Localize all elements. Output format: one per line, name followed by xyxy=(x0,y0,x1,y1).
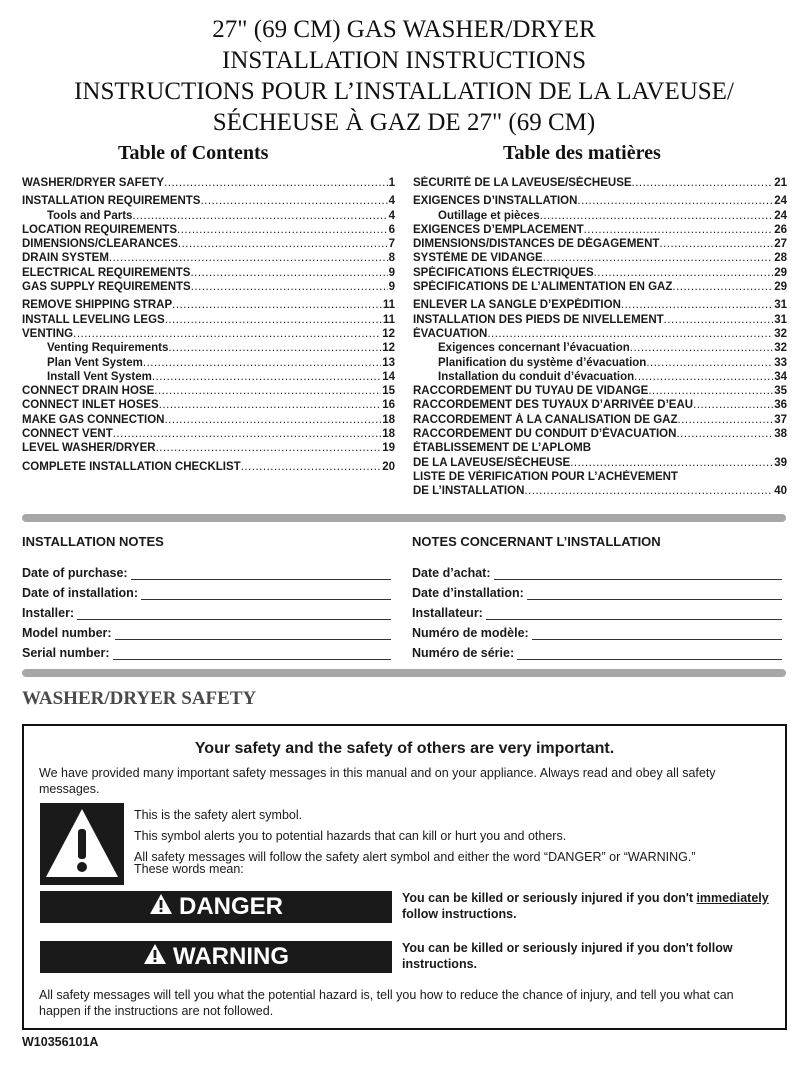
toc-entry[interactable]: LEVEL WASHER/DRYER ..... 19 xyxy=(22,441,395,455)
warning-label: WARNING xyxy=(173,943,289,970)
divider-rule xyxy=(22,669,786,677)
note-field[interactable]: Installer: xyxy=(22,600,391,620)
toc-entry[interactable]: LOCATION REQUIREMENTS ..... 6 xyxy=(22,223,395,237)
warning-triangle-icon xyxy=(143,943,167,972)
alert-line: All safety messages will follow the safety alert symbol and either the word “DANGER” or “WARNING.” xyxy=(134,850,696,864)
toc-entry[interactable]: VENTING ..... 12 xyxy=(22,327,395,341)
toc-heading-french: Table des matières xyxy=(503,142,661,164)
toc-entry[interactable]: Install Vent System ..... 14 xyxy=(22,370,395,384)
note-field[interactable]: Date of purchase: xyxy=(22,560,391,580)
note-field[interactable]: Date d’achat: xyxy=(412,560,782,580)
toc-heading-english: Table of Contents xyxy=(118,142,269,164)
toc-entry[interactable]: WASHER/DRYER SAFETY ..... 1 xyxy=(22,176,395,190)
danger-signal-word xyxy=(40,891,392,923)
danger-description: You can be killed or seriously injured if you don't immediately follow instructions. xyxy=(402,891,769,921)
toc-entry[interactable]: Venting Requirements ..... 12 xyxy=(22,341,395,355)
toc-entry[interactable]: RACCORDEMENT DU CONDUIT D’ÉVACUATION ..... 38 xyxy=(413,427,787,441)
installation-notes-french xyxy=(412,534,782,660)
toc-entry[interactable]: ÉVACUATION ..... 32 xyxy=(413,327,787,341)
note-field[interactable]: Date d’installation: xyxy=(412,580,782,600)
toc-entry[interactable]: DRAIN SYSTEM ..... 8 xyxy=(22,251,395,265)
toc-french xyxy=(413,176,787,499)
toc-entry[interactable]: CONNECT INLET HOSES ..... 16 xyxy=(22,398,395,412)
toc-entry[interactable]: Planification du système d’évacuation ..... 33 xyxy=(413,356,787,370)
toc-entry[interactable]: ELECTRICAL REQUIREMENTS ..... 9 xyxy=(22,266,395,280)
warning-description: You can be killed or seriously injured if you don't follow instructions. xyxy=(402,941,733,971)
toc-entry[interactable]: INSTALL LEVELING LEGS ..... 11 xyxy=(22,313,395,327)
toc-entry[interactable]: COMPLETE INSTALLATION CHECKLIST ..... 20 xyxy=(22,460,395,474)
title-line-2: INSTALLATION INSTRUCTIONS xyxy=(222,47,586,74)
danger-label: DANGER xyxy=(178,893,283,920)
document-title xyxy=(0,14,808,138)
toc-entry[interactable]: RACCORDEMENT DES TUYAUX D’ARRIVÉE D’EAU ..... 36 xyxy=(413,398,787,412)
toc-entry[interactable]: EXIGENCES D’EMPLACEMENT ..... 26 xyxy=(413,223,787,237)
toc-entry[interactable]: ENLEVER LA SANGLE D’EXPÉDITION ..... 31 xyxy=(413,298,787,312)
note-field[interactable]: Installateur: xyxy=(412,600,782,620)
note-field[interactable]: Date of installation: xyxy=(22,580,391,600)
safety-headline: Your safety and the safety of others are very important. xyxy=(194,740,615,757)
toc-entry[interactable]: CONNECT DRAIN HOSE ..... 15 xyxy=(22,384,395,398)
toc-entry[interactable]: SYSTÈME DE VIDANGE ..... 28 xyxy=(413,251,787,265)
toc-entry[interactable]: ÉTABLISSEMENT DE L’APLOMB xyxy=(413,442,592,455)
notes-heading: INSTALLATION NOTES xyxy=(22,534,164,549)
toc-entry[interactable]: DE LA LAVEUSE/SÉCHEUSE ..... 39 xyxy=(413,456,787,470)
title-line-3: INSTRUCTIONS POUR L’INSTALLATION DE LA LAVEUSE/ xyxy=(74,78,734,105)
title-line-4: SÉCHEUSE À GAZ DE 27" (69 CM) xyxy=(212,109,596,136)
toc-entry[interactable]: LISTE DE VÉRIFICATION POUR L’ACHÈVEMENT xyxy=(413,470,678,483)
toc-entry[interactable]: SPÉCIFICATIONS ÉLECTRIQUES ..... 29 xyxy=(413,266,787,280)
toc-entry[interactable]: CONNECT VENT ..... 18 xyxy=(22,427,395,441)
note-field[interactable]: Model number: xyxy=(22,620,391,640)
toc-entry[interactable]: INSTALLATION DES PIEDS DE NIVELLEMENT ..... 31 xyxy=(413,313,787,327)
safety-box xyxy=(22,724,787,1030)
toc-entry[interactable]: Plan Vent System ..... 13 xyxy=(22,356,395,370)
warning-triangle-icon xyxy=(149,893,173,922)
title-line-1: 27" (69 CM) GAS WASHER/DRYER xyxy=(212,16,596,43)
note-field[interactable]: Numéro de série: xyxy=(412,640,782,660)
toc-entry[interactable]: Installation du conduit d’évacuation ..... 34 xyxy=(413,370,787,384)
toc-entry[interactable]: DIMENSIONS/DISTANCES DE DÉGAGEMENT ..... 27 xyxy=(413,237,787,251)
toc-entry[interactable]: SPÉCIFICATIONS DE L’ALIMENTATION EN GAZ ..... 29 xyxy=(413,280,787,294)
toc-entry[interactable]: Outillage et pièces ..... 24 xyxy=(413,209,787,223)
toc-entry[interactable]: RACCORDEMENT DU TUYAU DE VIDANGE ..... 35 xyxy=(413,384,787,398)
alert-line: This symbol alerts you to potential hazards that can kill or hurt you and others. xyxy=(134,829,567,843)
toc-entry[interactable]: RACCORDEMENT À LA CANALISATION DE GAZ ..... 37 xyxy=(413,413,787,427)
toc-entry[interactable]: EXIGENCES D’INSTALLATION ..... 24 xyxy=(413,194,787,208)
notes-heading: NOTES CONCERNANT L’INSTALLATION xyxy=(412,534,661,549)
document-number: W10356101A xyxy=(22,1035,99,1049)
note-field[interactable]: Serial number: xyxy=(22,640,391,660)
toc-entry[interactable]: INSTALLATION REQUIREMENTS ..... 4 xyxy=(22,194,395,208)
toc-entry[interactable]: SÉCURITÉ DE LA LAVEUSE/SÉCHEUSE ..... 21 xyxy=(413,176,787,190)
note-field[interactable]: Numéro de modèle: xyxy=(412,620,782,640)
section-title-safety: WASHER/DRYER SAFETY xyxy=(22,688,257,709)
safety-intro: We have provided many important safety messages in this manual and on your appliance. Always read and obey all safety messages. xyxy=(39,766,716,796)
toc-english xyxy=(22,176,395,474)
alert-line: These words mean: xyxy=(134,862,244,876)
toc-entry[interactable]: Exigences concernant l’évacuation ..... 32 xyxy=(413,341,787,355)
toc-entry[interactable]: DIMENSIONS/CLEARANCES ..... 7 xyxy=(22,237,395,251)
installation-notes-english xyxy=(22,534,391,660)
toc-entry[interactable]: DE L’INSTALLATION ..... 40 xyxy=(413,484,787,498)
warning-triangle-icon xyxy=(40,803,124,885)
warning-signal-word xyxy=(40,941,392,973)
toc-entry[interactable]: REMOVE SHIPPING STRAP ..... 11 xyxy=(22,298,395,312)
alert-line: This is the safety alert symbol. xyxy=(134,808,303,822)
alert-symbol-explanation xyxy=(134,808,774,883)
toc-entry[interactable]: GAS SUPPLY REQUIREMENTS ..... 9 xyxy=(22,280,395,294)
safety-closing: All safety messages will tell you what the potential hazard is, tell you how to reduce the chance of injury, and tell you what can happen if the instructions are not followed. xyxy=(39,988,734,1018)
divider-rule xyxy=(22,514,786,522)
toc-entry[interactable]: MAKE GAS CONNECTION ..... 18 xyxy=(22,413,395,427)
toc-entry[interactable]: Tools and Parts ..... 4 xyxy=(22,209,395,223)
